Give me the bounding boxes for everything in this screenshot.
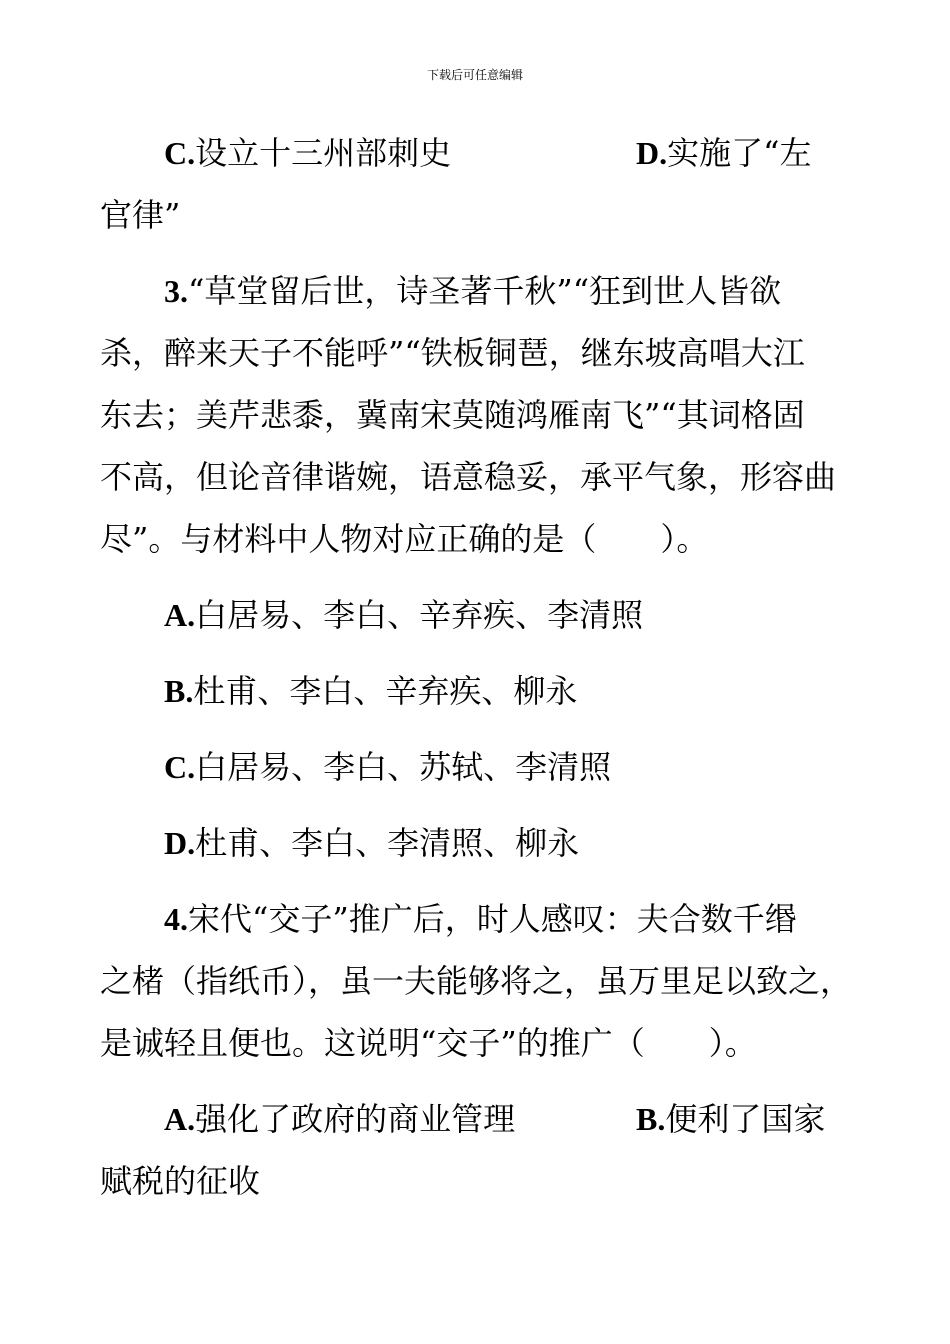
question-number: 4. xyxy=(164,901,188,937)
q4-option-b: B.便利了国家 xyxy=(636,1100,826,1138)
page-header: 下载后可任意编辑 xyxy=(426,68,523,82)
option-label: C. xyxy=(164,135,196,171)
q3-stem-line: 东去；美芹悲黍，冀南宋莫随鸿雁南飞”“其词格固 xyxy=(100,396,805,434)
q3-option-c: C.白居易、李白、苏轼、李清照 xyxy=(164,748,612,786)
q3-stem-line: 尽”。与材料中人物对应正确的是（ ）。 xyxy=(100,520,709,558)
q2-option-d-continuation: 官律” xyxy=(100,196,181,234)
q4-stem-line: 是诚轻且便也。这说明“交子”的推广（ ）。 xyxy=(100,1024,757,1062)
q4-options-row xyxy=(100,1088,840,1150)
option-text: 设立十三州部刺史 xyxy=(195,134,452,172)
q4-stem-line: 之楮（指纸币），虽一夫能够将之，虽万里足以致之， xyxy=(100,962,853,1000)
option-text: 实施了“左 xyxy=(667,134,812,172)
q3-stem-line: 3.“草堂留后世，诗圣著千秋”“狂到世人皆欲 xyxy=(164,272,782,310)
q3-option-b: B.杜甫、李白、辛弃疾、柳永 xyxy=(164,672,578,710)
q4-option-a: A.强化了政府的商业管理 xyxy=(164,1100,516,1138)
q2-option-c xyxy=(164,134,451,172)
document-body xyxy=(100,122,853,1212)
question-number: 3. xyxy=(164,273,188,309)
q3-stem-line: 不高，但论音律谐婉，语意稳妥，承平气象，形容曲 xyxy=(100,458,837,496)
q3-option-a: A.白居易、李白、辛弃疾、李清照 xyxy=(164,596,644,634)
q3-stem-line: 杀，醉来天子不能呼”“铁板铜琶，继东坡高唱大江 xyxy=(100,334,805,372)
q4-option-b-continuation: 赋税的征收 xyxy=(100,1162,261,1200)
q2-options-row xyxy=(100,122,840,184)
option-label: D. xyxy=(636,135,668,171)
q4-stem-line: 4.宋代“交子”推广后，时人感叹：夫合数千缗 xyxy=(164,900,797,938)
q3-option-d: D.杜甫、李白、李清照、柳永 xyxy=(164,824,580,862)
q2-option-d xyxy=(636,122,811,184)
